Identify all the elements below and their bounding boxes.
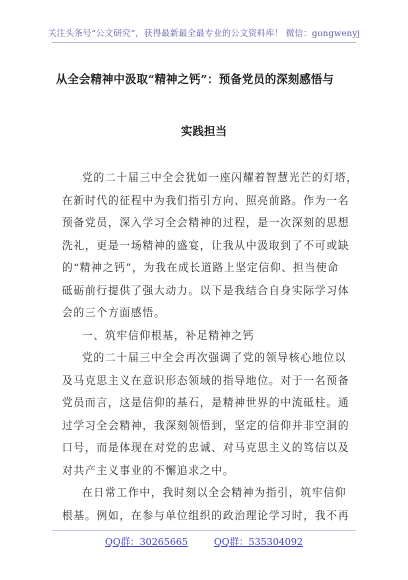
body-line: 党员而言，这是信仰的基石，是精神世界的中流砥柱。通 [62,397,350,409]
footer-divider [52,530,356,531]
body-line: 及马克思主义在意识形态领域的指导地位。对于一名预备 [62,375,350,387]
body-line: 砥砺前行提供了强大动力。以下是我结合自身实际学习体 [62,285,350,297]
body-line: 党的二十届三中全会再次强调了党的领导核心地位以 [82,352,347,364]
document-title-line-1: 从全会精神中汲取“精神之钙”：预备党员的深刻感悟与 [56,72,334,86]
section-heading: 一、筑牢信仰根基，补足精神之钙 [82,330,255,342]
footer [0,534,408,548]
body-line: 会的三个方面感悟。 [62,307,166,319]
body-line: 对共产主义事业的不懈追求之中。 [62,465,235,477]
body-line: 预备党员，深入学习全会精神的过程，是一次深刻的思想 [62,217,350,229]
body-line: 在日常工作中，我时刻以全会精神为指引，筑牢信仰 [82,487,347,499]
qq-group-link-2[interactable]: QQ群：535304092 [213,537,303,548]
document-title-line-2: 实践担当 [181,124,227,138]
body-line: 在新时代的征程中为我们指引方向、照亮前路。作为一名 [62,195,350,207]
body-line: 党的二十届三中全会犹如一座闪耀着智慧光芒的灯塔， [82,172,358,184]
body-line: 过学习全会精神，我深刻领悟到，坚定的信仰并非空洞的 [62,420,350,432]
body-line: 根基。例如，在参与单位组织的政治理论学习时，我不再 [62,510,350,522]
header-divider [52,42,356,43]
header-note: 关注头条号“公文研究”，获得最新最全最专业的公文资料库！ 微信：gongwenyj [47,29,361,39]
body-line: 洗礼，更是一场精神的盛宴，让我从中汲取到了不可或缺 [62,240,350,252]
body-line: 的“精神之钙”，为我在成长道路上坚定信仰、担当使命 [62,262,339,274]
body-line: 口号，而是体现在对党的忠诚、对马克思主义的笃信以及 [62,442,350,454]
qq-group-link-1[interactable]: QQ群：30265665 [105,537,188,548]
